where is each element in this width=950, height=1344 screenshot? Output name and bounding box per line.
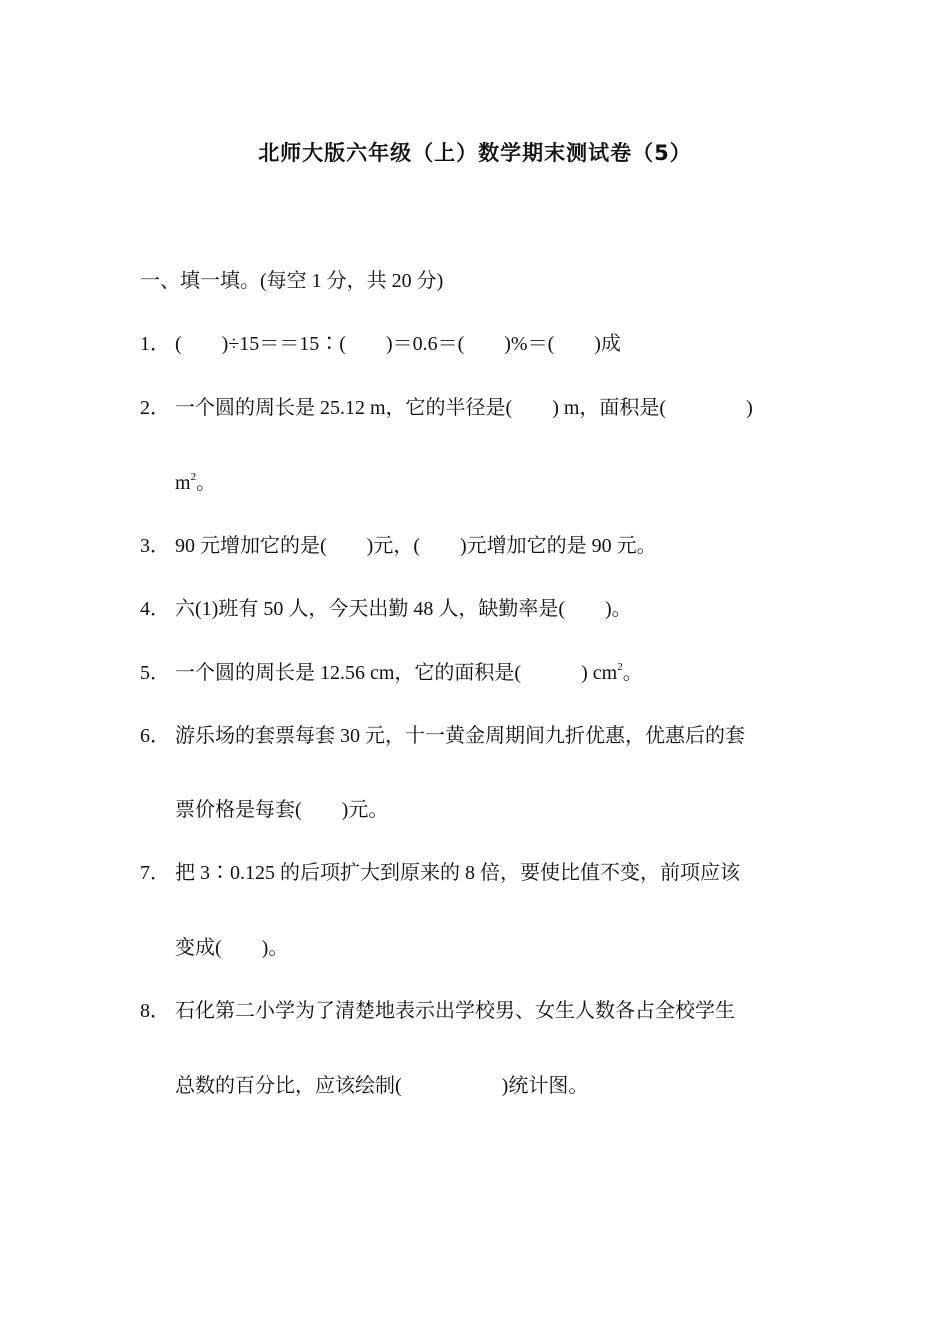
question-number: 1． — [140, 333, 170, 355]
punctuation: 。 — [196, 472, 217, 494]
question-number: 4． — [140, 598, 170, 620]
question-text-continued: 总数的百分比，应该绘制( )统计图。 — [175, 1075, 589, 1097]
superscript: 2 — [190, 471, 197, 483]
question-text-continued — [175, 470, 216, 496]
question-text: 把 3∶0.125 的后项扩大到原来的 8 倍，要使比值不变，前项应该 — [175, 862, 740, 884]
question-text: ( )÷15＝＝15∶( )＝0.6＝( )%＝( )成 — [175, 333, 621, 355]
question-number: 2． — [140, 397, 170, 419]
question-text-continued: 变成( )。 — [175, 937, 289, 959]
question-text-main: 一个圆的周长是 12.56 cm，它的面积是( ) cm — [175, 662, 618, 684]
question-text: 石化第二小学为了清楚地表示出学校男、女生人数各占全校学生 — [175, 1000, 735, 1022]
question-number: 3． — [140, 535, 170, 557]
section-heading: 一、填一填。(每空 1 分，共 20 分) — [140, 270, 444, 292]
question-text: 六(1)班有 50 人，今天出勤 48 人，缺勤率是( )。 — [175, 598, 632, 620]
question-text: 游乐场的套票每套 30 元，十一黄金周期间九折优惠，优惠后的套 — [175, 725, 745, 747]
superscript: 2 — [617, 661, 623, 673]
question-number: 8． — [140, 1000, 170, 1022]
unit-text: m — [175, 472, 191, 494]
page-title: 北师大版六年级（上）数学期末测试卷（5） — [258, 141, 692, 165]
question-text — [175, 660, 643, 686]
question-number: 5． — [140, 662, 170, 684]
question-text: 一个圆的周长是 25.12 m，它的半径是( ) m，面积是( ) — [175, 397, 753, 419]
punctuation: 。 — [622, 662, 643, 684]
question-number: 6． — [140, 725, 170, 747]
question-text-continued: 票价格是每套( )元。 — [175, 799, 389, 821]
question-number: 7． — [140, 862, 170, 884]
question-text: 90 元增加它的是( )元，( )元增加它的是 90 元。 — [175, 535, 657, 557]
